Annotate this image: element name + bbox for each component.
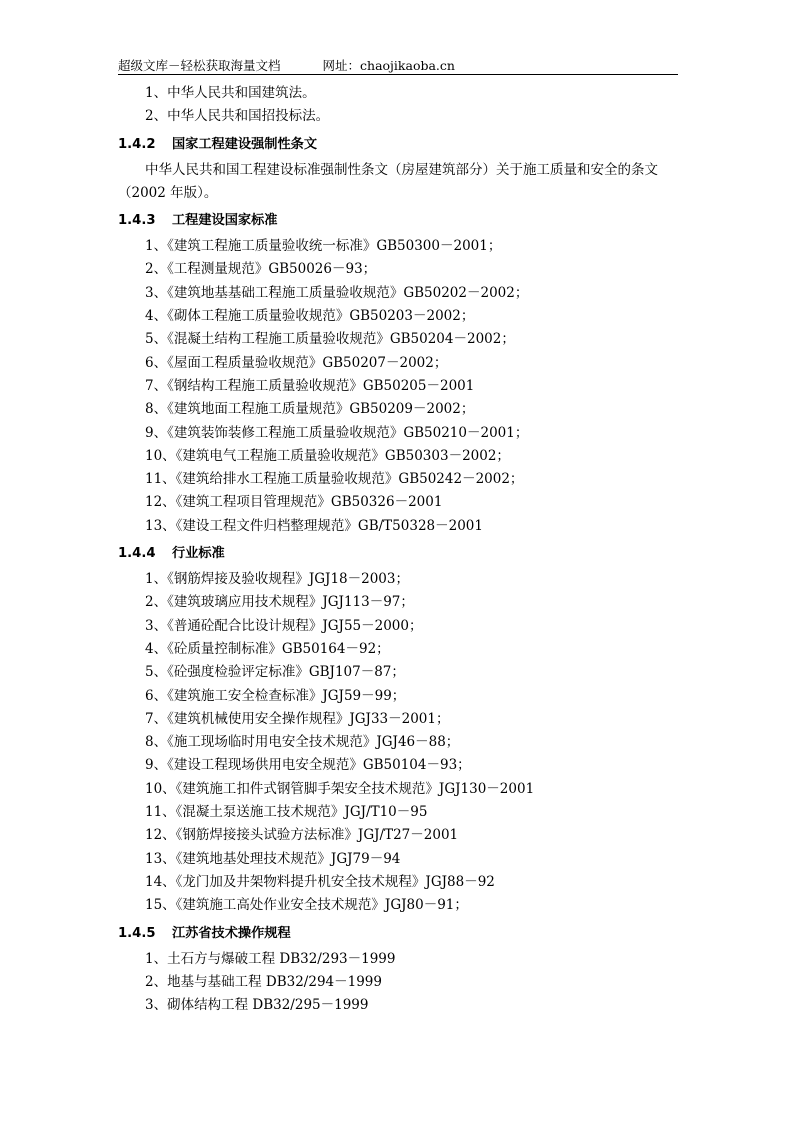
section-title: 江苏省技术操作规程	[172, 925, 291, 941]
list-item: 11、《建筑给排水工程施工质量验收规范》GB50242－2002；	[145, 471, 524, 488]
list-item: 4、《砌体工程施工质量验收规范》GB50203－2002；	[145, 308, 475, 325]
list-item: 12、《建筑工程项目管理规范》GB50326－2001	[145, 494, 443, 511]
list-item: 6、《建筑施工安全检查标准》JGJ59－99；	[145, 687, 406, 704]
section-number: 1.4.3	[118, 213, 156, 229]
list-item: 2、地基与基础工程 DB32/294－1999	[145, 973, 382, 990]
header-site-url: 网址：chaojikaoba.cn	[322, 58, 455, 73]
list-item: 7、《钢结构工程施工质量验收规范》GB50205－2001	[145, 377, 475, 394]
list-item: 9、《建筑装饰装修工程施工质量验收规范》GB50210－2001；	[145, 424, 529, 441]
list-item: 10、《建筑施工扣件式钢管脚手架安全技术规范》JGJ130－2001	[145, 780, 535, 797]
list-item: 3、砌体结构工程 DB32/295－1999	[145, 997, 369, 1014]
list-item: 3、《建筑地基基础工程施工质量验收规范》GB50202－2002；	[145, 284, 529, 301]
list-item: 15、《建筑施工高处作业安全技术规范》JGJ80－91；	[145, 897, 468, 914]
list-item: 13、《建设工程文件归档整理规范》GB/T50328－2001	[145, 517, 483, 534]
section-title: 行业标准	[172, 546, 225, 562]
document-content	[118, 82, 684, 1017]
section-heading	[118, 207, 684, 235]
section-heading	[118, 131, 684, 159]
section-heading	[118, 920, 684, 948]
list-item: 1、《钢筋焊接及验收规程》JGJ18－2003；	[145, 571, 409, 588]
list-item: 4、《砼质量控制标准》GB50164－92；	[145, 640, 390, 657]
list-item: 2、《工程测量规范》GB50026－93；	[145, 261, 377, 278]
section-number: 1.4.2	[118, 136, 156, 152]
page-header	[118, 56, 678, 74]
list-item: 5、《混凝土结构工程施工质量验收规范》GB50204－2002；	[145, 331, 515, 348]
list-item: 1、《建筑工程施工质量验收统一标准》GB50300－2001；	[145, 238, 502, 255]
list-item: 9、《建设工程现场供用电安全规范》GB50104－93；	[145, 757, 471, 774]
list-item: 2、中华人民共和国招投标法。	[145, 108, 330, 125]
section-number: 1.4.4	[118, 546, 156, 562]
list-item: 10、《建筑电气工程施工质量验收规范》GB50303－2002；	[145, 447, 510, 464]
section-title: 国家工程建设强制性条文	[172, 136, 318, 152]
section-paragraph: 中华人民共和国工程建设标准强制性条文（房屋建筑部分）关于施工质量和安全的条文（2002 年版）。	[118, 161, 658, 201]
list-item: 8、《施工现场临时用电安全技术规范》JGJ46－88；	[145, 734, 460, 751]
list-item: 12、《钢筋焊接接头试验方法标准》JGJ/T27－2001	[145, 827, 459, 844]
list-item: 2、《建筑玻璃应用技术规程》JGJ113－97；	[145, 594, 414, 611]
list-item: 3、《普通砼配合比设计规程》JGJ55－2000；	[145, 617, 423, 634]
list-item: 13、《建筑地基处理技术规范》JGJ79－94	[145, 850, 401, 867]
list-item: 1、中华人民共和国建筑法。	[145, 85, 316, 101]
section-heading	[118, 540, 684, 568]
header-divider	[118, 74, 678, 75]
header-site-name: 超级文库－轻松获取海量文档	[118, 58, 281, 73]
list-item: 8、《建筑地面工程施工质量规范》GB50209－2002；	[145, 401, 475, 418]
section-number: 1.4.5	[118, 925, 156, 941]
list-item: 1、土石方与爆破工程 DB32/293－1999	[145, 950, 396, 967]
list-item: 14、《龙门加及井架物料提升机安全技术规程》JGJ88－92	[145, 873, 495, 890]
list-item: 11、《混凝土泵送施工技术规范》JGJ/T10－95	[145, 804, 428, 821]
list-item: 6、《屋面工程质量验收规范》GB50207－2002；	[145, 354, 448, 371]
list-item: 5、《砼强度检验评定标准》GBJ107－87；	[145, 664, 405, 681]
section-title: 工程建设国家标准	[172, 213, 278, 229]
list-item: 7、《建筑机械使用安全操作规程》JGJ33－2001；	[145, 710, 450, 727]
